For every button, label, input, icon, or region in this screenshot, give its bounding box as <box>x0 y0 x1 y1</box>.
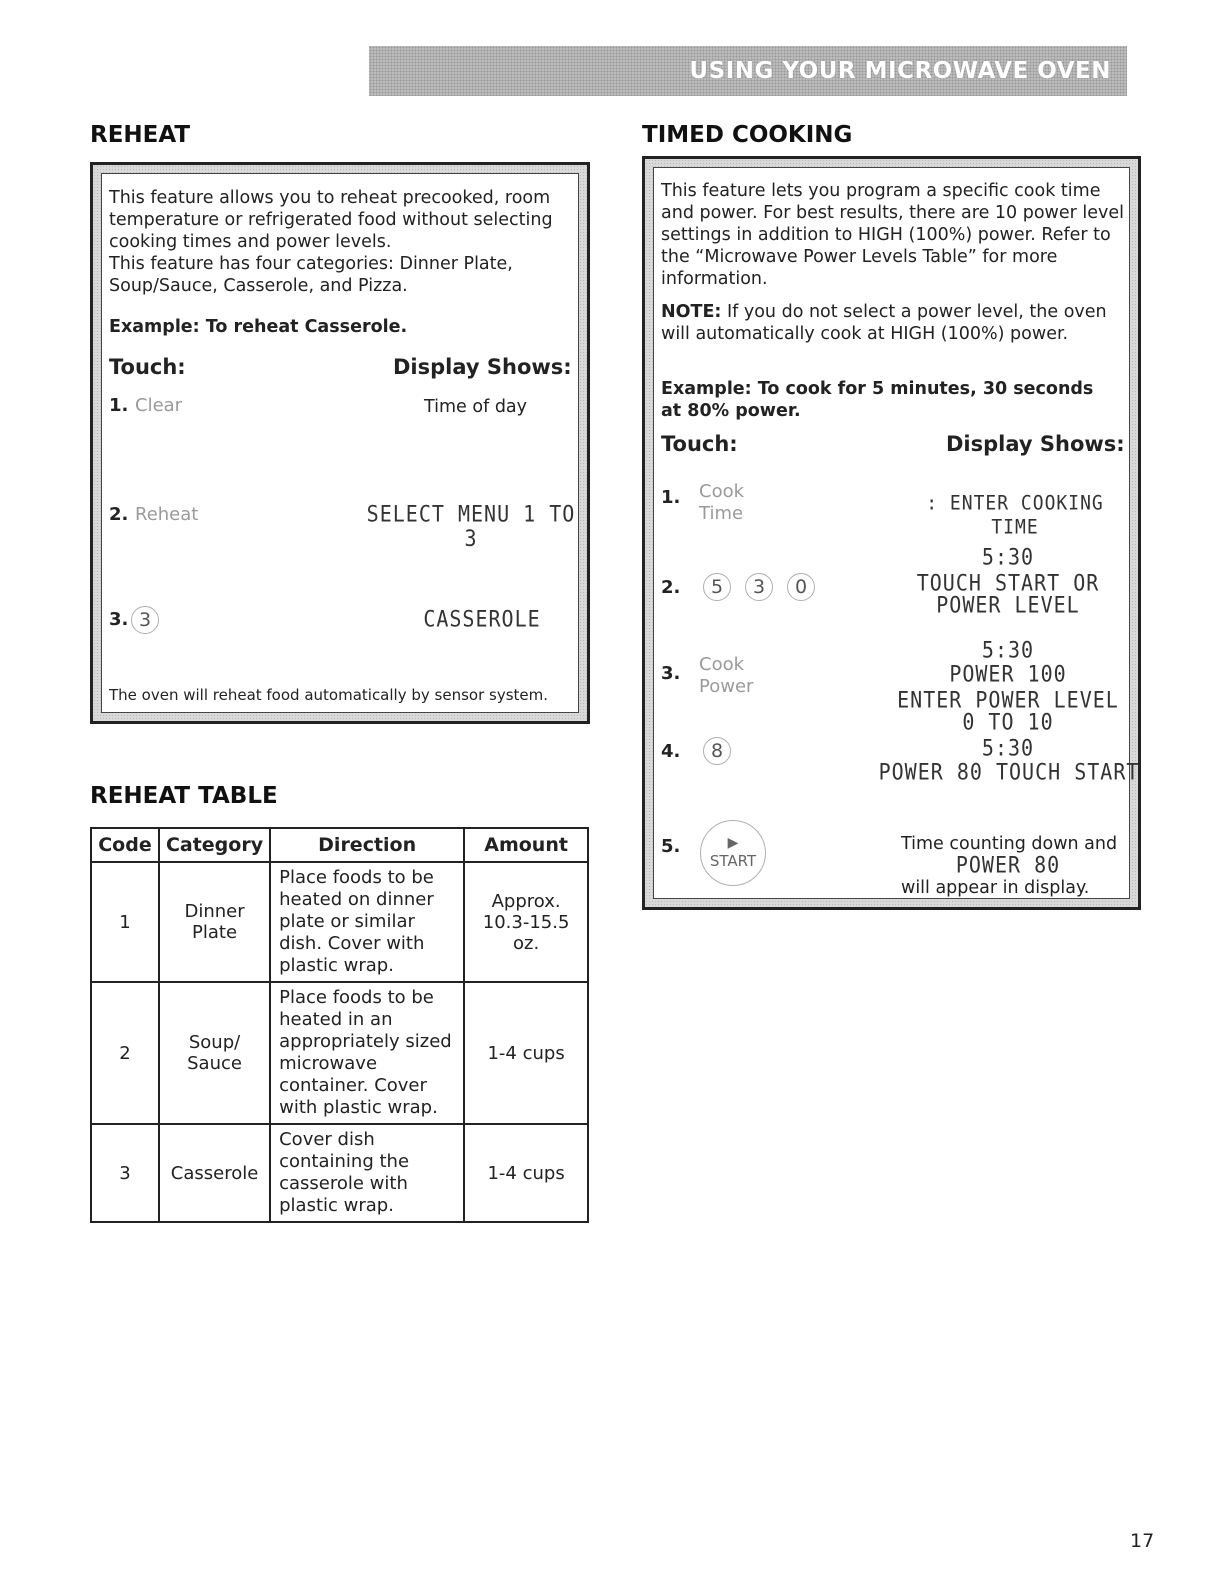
reheat-intro: This feature allows you to reheat precooked, room temperature or refrigerated food without selecting cooking times and power levels. <box>109 188 553 252</box>
reheat-touch-header: Touch: <box>109 355 186 379</box>
timed-step-2-display-time: 5:30 <box>981 543 1035 571</box>
start-button[interactable] <box>700 820 766 886</box>
cell-direction: Place foods to be heated on dinner plate or similar dish. Cover with plastic wrap. <box>270 862 464 982</box>
reheat-step-1-display: Time of day <box>424 397 528 417</box>
timed-note <box>661 301 1136 345</box>
reheat-table <box>90 827 589 1223</box>
cell-amount: 1-4 cups <box>464 982 588 1124</box>
number-8-key[interactable]: 8 <box>703 737 731 765</box>
cell-category: Casserole <box>159 1124 270 1222</box>
reheat-table-title: REHEAT TABLE <box>90 783 278 809</box>
table-header-row <box>91 828 588 862</box>
note-text: If you do not select a power level, the oven will automatically cook at HIGH (100%) power. <box>661 302 1107 344</box>
section-banner <box>369 46 1127 96</box>
timed-intro: This feature lets you program a specific cook time and power. For best results, there are 10 power level settings in addition to HIGH (100%) power. Refer to the “Microwave Power Levels Table” for more information. <box>661 181 1124 289</box>
col-header-amount: Amount <box>464 828 588 862</box>
reheat-step-2-display: SELECT MENU 1 TO 3 <box>366 500 576 552</box>
reheat-step-2-num: 2. <box>109 504 129 525</box>
timed-touch-header: Touch: <box>661 432 738 456</box>
cell-code: 1 <box>91 862 159 982</box>
reheat-step-1-num: 1. <box>109 395 129 416</box>
reheat-box-inner <box>101 173 579 713</box>
cell-code: 2 <box>91 982 159 1124</box>
table-row <box>91 862 588 982</box>
start-label: START <box>709 852 757 870</box>
number-3-key[interactable]: 3 <box>131 606 159 634</box>
timed-step-3-display-range: 0 TO 10 <box>962 708 1054 736</box>
col-header-category: Category <box>159 828 270 862</box>
timed-step-2-num: 2. <box>661 577 681 598</box>
note-label: NOTE: <box>661 302 722 322</box>
cook-time-key-line2: Time <box>699 503 744 524</box>
cook-power-key-line1: Cook <box>699 654 745 675</box>
timed-step-5-num: 5. <box>661 836 681 857</box>
timed-step-4-num: 4. <box>661 741 681 762</box>
reheat-box <box>90 162 590 724</box>
page-number: 17 <box>1130 1530 1155 1552</box>
reheat-key[interactable]: Reheat <box>135 504 199 525</box>
cook-power-key[interactable] <box>699 654 753 698</box>
number-0-key[interactable]: 0 <box>787 573 815 601</box>
timed-step-5-display: POWER 80 <box>955 851 1061 879</box>
timed-step-3-display-power: POWER 100 <box>949 660 1067 688</box>
timed-step-5-line1: Time counting down and <box>901 834 1118 854</box>
timed-cooking-box <box>642 156 1141 910</box>
table-row <box>91 1124 588 1222</box>
number-3-key[interactable]: 3 <box>745 573 773 601</box>
timed-box-inner <box>653 167 1140 899</box>
reheat-intro-2: This feature has four categories: Dinner Plate, Soup/Sauce, Casserole, and Pizza. <box>109 254 513 296</box>
reheat-example: Example: To reheat Casserole. <box>109 317 408 337</box>
reheat-step-3-display: CASSEROLE <box>423 605 541 633</box>
timed-step-1-display: : ENTER COOKING TIME <box>926 491 1104 540</box>
cell-direction: Place foods to be heated in an appropriately sized microwave container. Cover with plastic wrap. <box>270 982 464 1124</box>
reheat-step-3-num: 3. <box>109 609 129 630</box>
cook-time-key-line1: Cook <box>699 481 745 502</box>
number-5-key[interactable]: 5 <box>703 573 731 601</box>
col-header-code: Code <box>91 828 159 862</box>
cell-category: Soup/ Sauce <box>159 982 270 1124</box>
banner-title: USING YOUR MICROWAVE OVEN <box>689 58 1111 84</box>
timed-step-2-display-line2: TOUCH START OR <box>916 569 1100 597</box>
timed-cooking-title: TIMED COOKING <box>642 122 853 148</box>
timed-step-1-num: 1. <box>661 487 681 508</box>
col-header-direction: Direction <box>270 828 464 862</box>
cell-direction: Cover dish containing the casserole with plastic wrap. <box>270 1124 464 1222</box>
cell-code: 3 <box>91 1124 159 1222</box>
reheat-title: REHEAT <box>90 122 191 148</box>
cook-time-key[interactable] <box>699 481 744 525</box>
timed-step-3-num: 3. <box>661 663 681 684</box>
timed-step-4-display-time: 5:30 <box>981 734 1035 762</box>
clear-key[interactable]: Clear <box>135 395 183 416</box>
timed-display-header: Display Shows: <box>946 432 1125 456</box>
cell-amount: 1-4 cups <box>464 1124 588 1222</box>
reheat-footer: The oven will reheat food automatically by sensor system. <box>109 686 548 704</box>
timed-step-3-display-enter: ENTER POWER LEVEL <box>897 686 1119 714</box>
timed-step-2-display-line3: POWER LEVEL <box>936 591 1080 619</box>
timed-step-3-display-time: 5:30 <box>981 636 1035 664</box>
cell-amount: Approx. 10.3-15.5 oz. <box>464 862 588 982</box>
reheat-display-header: Display Shows: <box>393 355 572 379</box>
timed-step-5-line3: will appear in display. <box>901 878 1090 898</box>
cell-category: Dinner Plate <box>159 862 270 982</box>
play-icon: ▶ <box>727 835 739 851</box>
timed-example: Example: To cook for 5 minutes, 30 seconds at 80% power. <box>661 379 1094 421</box>
timed-step-4-display-line2: POWER 80 TOUCH START <box>878 758 1140 786</box>
table-row <box>91 982 588 1124</box>
cook-power-key-line2: Power <box>699 676 754 697</box>
